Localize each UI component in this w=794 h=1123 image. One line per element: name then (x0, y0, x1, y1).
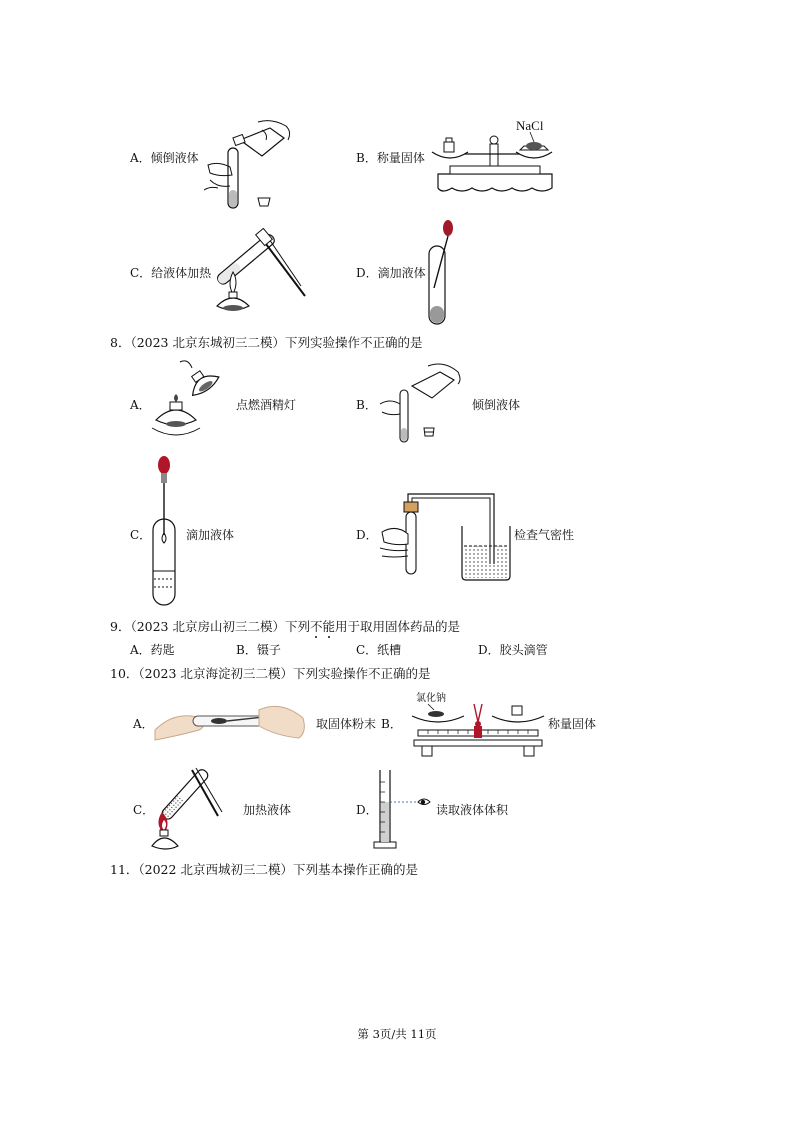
q8-pouring-liquid-figure (378, 362, 468, 447)
q7-option-b-label: B．称量固体 (356, 151, 425, 165)
q9-stem-post: 用于取用固体药品的是 (335, 619, 461, 634)
q10-option-d-letter: D． (356, 803, 378, 817)
q10-option-b-label: 称量固体 (548, 717, 597, 731)
q8-option-d-letter: D． (356, 528, 378, 542)
q10-option-a-label: 取固体粉末 (316, 717, 377, 731)
q8-dropping-liquid-figure (148, 455, 188, 610)
q9-option-c: C．纸槽 (356, 643, 402, 657)
q9-stem-pre: 9．（2023 北京房山初三二模）下列 (110, 619, 310, 634)
q9-stem (110, 620, 460, 634)
q7-option-c-label: C．给液体加热 (130, 266, 212, 280)
q10-stem: 10．（2023 北京海淀初三二模）下列实验操作不正确的是 (110, 666, 431, 681)
q8-option-d-label: 检查气密性 (514, 528, 575, 542)
q10-reading-volume-figure (374, 768, 434, 850)
q9-stem-emphasis-2: 能 (322, 619, 336, 634)
q7-nacl-label: NaCl (516, 118, 544, 133)
q8-option-c-letter: C． (130, 528, 152, 542)
q10-option-b-letter: B． (381, 717, 402, 731)
q10-taking-powder-figure (155, 700, 305, 744)
q10-heating-liquid-figure (150, 764, 230, 850)
q7-balance-figure (430, 132, 560, 202)
page-number: 第 3页/共 11页 (357, 1027, 437, 1041)
q10-option-a-letter: A． (133, 717, 154, 731)
q10-option-c-label: 加热液体 (243, 803, 292, 817)
q8-stem: 8．（2023 北京东城初三二模）下列实验操作不正确的是 (110, 335, 423, 350)
q10-balance-figure (408, 704, 548, 760)
q11-stem: 11．（2022 北京西城初三二模）下列基本操作正确的是 (110, 862, 418, 877)
q7-heating-liquid-figure (205, 226, 310, 321)
q10-option-d-label: 读取液体体积 (436, 803, 509, 817)
q8-option-b-label: 倾倒液体 (472, 398, 521, 412)
q8-option-a-letter: A． (130, 398, 151, 412)
q7-option-d-label: D．滴加液体 (356, 266, 426, 280)
q8-option-a-label: 点燃酒精灯 (236, 398, 297, 412)
q9-stem-emphasis-1: 不 (310, 619, 323, 634)
q10-option-c-letter: C． (133, 803, 155, 817)
q8-air-tightness-figure (376, 488, 516, 583)
q9-option-b: B．镊子 (236, 643, 281, 657)
q8-option-b-letter: B． (356, 398, 377, 412)
q8-option-c-label: 滴加液体 (186, 528, 235, 542)
q7-option-a-label: A．倾倒液体 (130, 151, 199, 165)
q7-dropping-liquid-figure (420, 218, 460, 328)
q9-option-a: A．药匙 (130, 643, 175, 657)
q10-nacl-label: 氯化钠 (416, 693, 446, 704)
q9-option-d: D．胶头滴管 (478, 643, 548, 657)
q8-lighting-alcohol-lamp-figure (150, 358, 230, 448)
q7-pouring-liquid-figure (200, 120, 300, 215)
